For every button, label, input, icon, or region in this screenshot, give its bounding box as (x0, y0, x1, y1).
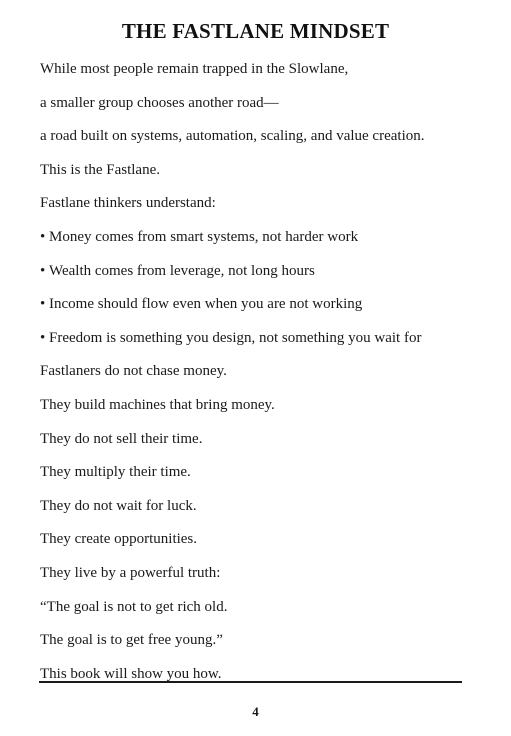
paragraph-line: a road built on systems, automation, scaling, and value creation. (40, 128, 425, 145)
closing-line: This book will show you how. (40, 665, 222, 682)
page-number: 4 (252, 704, 259, 719)
bullet-icon: • (40, 262, 46, 279)
closing-line: They do not sell their time. (40, 430, 203, 447)
quote-line: “The goal is not to get rich old. (40, 598, 228, 615)
quote-line: The goal is to get free young.” (40, 632, 223, 649)
paragraph-line: This is the Fastlane. (40, 161, 160, 178)
bullet-item (40, 221, 480, 255)
bullet-text: Money comes from smart systems, not harder work (49, 228, 359, 245)
bullet-item (40, 288, 480, 322)
bullet-item (40, 255, 480, 289)
closing-line: They create opportunities. (40, 531, 198, 548)
closing-line: Fastlaners do not chase money. (40, 363, 227, 380)
closing-line: They live by a powerful truth: (40, 564, 221, 581)
bullet-icon: • (40, 329, 46, 346)
closing-line: They build machines that bring money. (40, 396, 275, 413)
footer-divider (39, 681, 462, 683)
paragraph-line: Fastlane thinkers understand: (40, 195, 216, 212)
closing-line: They do not wait for luck. (40, 497, 197, 514)
body-text (40, 53, 480, 691)
bullet-item (40, 322, 480, 356)
bullet-icon: • (40, 228, 46, 245)
bullet-text: Income should flow even when you are not working (49, 296, 363, 313)
closing-line: They multiply their time. (40, 464, 191, 481)
paragraph-line: a smaller group chooses another road— (40, 94, 279, 111)
bullet-icon: • (40, 296, 46, 313)
page-title: THE FASTLANE MINDSET (121, 19, 390, 43)
bullet-text: Freedom is something you design, not something you wait for (49, 329, 422, 346)
bullet-text: Wealth comes from leverage, not long hours (49, 262, 315, 279)
paragraph-line: While most people remain trapped in the Slowlane, (40, 61, 349, 77)
